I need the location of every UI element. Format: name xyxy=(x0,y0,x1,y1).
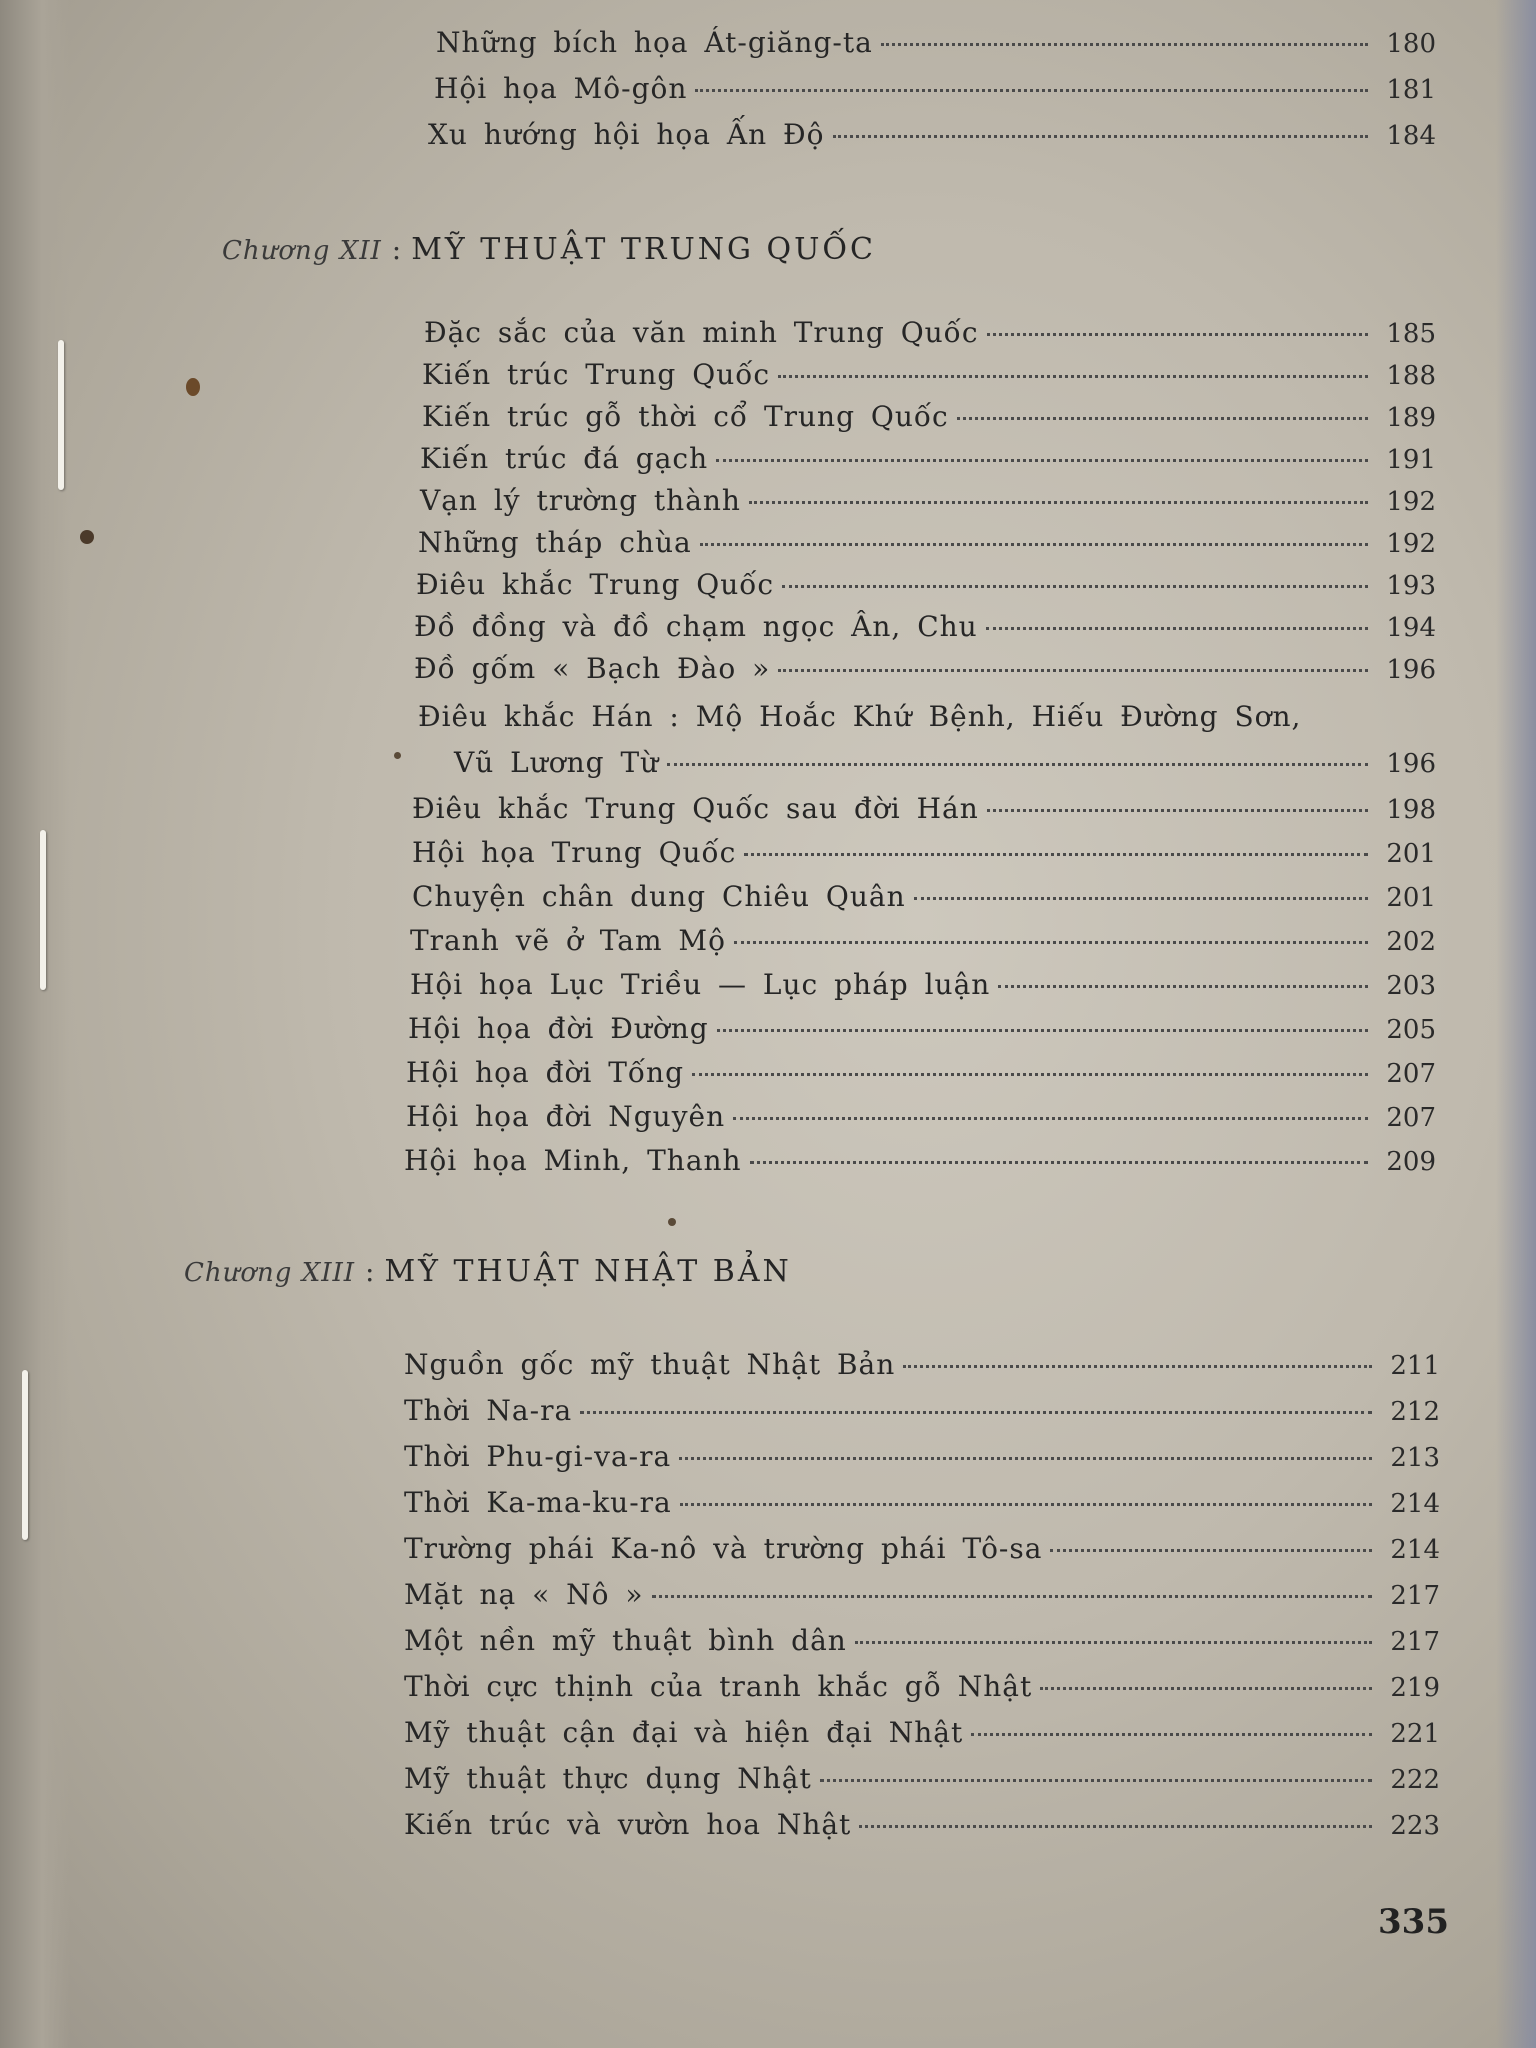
entry-title: Những bích họa Át-giăng-ta xyxy=(436,26,873,59)
entry-page-number: 196 xyxy=(1386,655,1436,685)
toc-entry xyxy=(422,400,1436,440)
entry-page-number: 214 xyxy=(1390,1489,1440,1519)
toc-entry xyxy=(420,442,1436,482)
toc-entry xyxy=(418,526,1436,566)
toc-entry xyxy=(404,1532,1440,1572)
entry-title: Hội họa đời Nguyên xyxy=(406,1100,726,1133)
leader-dots xyxy=(782,585,1368,588)
leader-dots xyxy=(957,417,1368,420)
entry-page-number: 196 xyxy=(1386,749,1436,779)
toc-entry xyxy=(404,1144,1436,1184)
entry-page-number: 207 xyxy=(1386,1103,1436,1133)
leader-dots xyxy=(1050,1549,1372,1552)
leader-dots xyxy=(692,1073,1368,1076)
entry-page-number: 212 xyxy=(1390,1397,1440,1427)
toc-entry xyxy=(404,1578,1440,1618)
leader-dots xyxy=(700,543,1368,546)
entry-title: Thời cực thịnh của tranh khắc gỗ Nhật xyxy=(404,1670,1033,1703)
leader-dots xyxy=(716,459,1368,462)
entry-page-number: 207 xyxy=(1386,1059,1436,1089)
entry-page-number: 181 xyxy=(1386,75,1436,105)
leader-dots xyxy=(695,89,1368,92)
entry-title: Thời Ka-ma-ku-ra xyxy=(404,1486,672,1519)
chapter-separator: : xyxy=(365,1255,375,1288)
entry-page-number: 180 xyxy=(1386,29,1436,59)
entry-page-number: 192 xyxy=(1386,487,1436,517)
entry-title-continuation: Vũ Lương Từ xyxy=(454,746,660,779)
entry-page-number: 201 xyxy=(1386,839,1436,869)
toc-entry xyxy=(404,1440,1440,1480)
entry-title: Điêu khắc Hán : Mộ Hoắc Khứ Bệnh, Hiếu Đường Sơn, xyxy=(418,700,1302,733)
toc-entry xyxy=(404,1624,1440,1664)
leader-dots xyxy=(859,1825,1372,1828)
leader-dots xyxy=(778,669,1368,672)
entry-title: Nguồn gốc mỹ thuật Nhật Bản xyxy=(404,1348,896,1381)
entry-page-number: 213 xyxy=(1390,1443,1440,1473)
toc-entry xyxy=(414,652,1436,692)
toc-entry xyxy=(404,1670,1440,1710)
toc-entry xyxy=(404,1716,1440,1756)
entry-title: Điêu khắc Trung Quốc sau đời Hán xyxy=(412,792,979,825)
leader-dots xyxy=(652,1595,1372,1598)
entry-page-number: 198 xyxy=(1386,795,1436,825)
entry-title: Đồ đồng và đồ chạm ngọc Ân, Chu xyxy=(414,610,978,643)
entry-title: Hội họa Mô-gôn xyxy=(434,72,688,105)
entry-page-number: 184 xyxy=(1386,121,1436,151)
toc-entry xyxy=(424,316,1436,356)
leader-dots xyxy=(744,853,1368,856)
leader-dots xyxy=(733,1117,1368,1120)
leader-dots xyxy=(680,1503,1372,1506)
entry-title: Hội họa đời Đường xyxy=(408,1012,709,1045)
toc-entry xyxy=(420,484,1436,524)
leader-dots xyxy=(903,1365,1372,1368)
toc-entry xyxy=(406,1100,1436,1140)
toc-entry xyxy=(406,1056,1436,1096)
leader-dots xyxy=(987,809,1368,812)
chapter-separator: : xyxy=(391,233,402,266)
toc-entry-continuation xyxy=(454,746,1436,786)
entry-title: Tranh vẽ ở Tam Mộ xyxy=(410,924,726,957)
entry-page-number: 217 xyxy=(1390,1627,1440,1657)
entry-page-number: 222 xyxy=(1390,1765,1440,1795)
entry-title: Đặc sắc của văn minh Trung Quốc xyxy=(424,316,979,349)
entry-title: Hội họa Minh, Thanh xyxy=(404,1144,742,1177)
toc-entry xyxy=(404,1348,1440,1388)
entry-page-number: 194 xyxy=(1386,613,1436,643)
leader-dots xyxy=(855,1641,1372,1644)
entry-title: Mỹ thuật thực dụng Nhật xyxy=(404,1762,812,1795)
leader-dots xyxy=(833,135,1369,138)
chapter-title: MỸ THUẬT NHẬT BẢN xyxy=(384,1254,792,1289)
toc-entry xyxy=(408,1012,1436,1052)
toc-entry xyxy=(416,568,1436,608)
toc-entry xyxy=(404,1486,1440,1526)
leader-dots xyxy=(734,941,1368,944)
toc-entry xyxy=(410,924,1436,964)
toc-entry xyxy=(404,1762,1440,1802)
entry-page-number: 193 xyxy=(1386,571,1436,601)
entry-title: Xu hướng hội họa Ấn Độ xyxy=(428,118,825,151)
entry-title: Kiến trúc gỗ thời cổ Trung Quốc xyxy=(422,400,949,433)
leader-dots xyxy=(580,1411,1372,1414)
entry-page-number: 214 xyxy=(1390,1535,1440,1565)
entry-title: Kiến trúc và vườn hoa Nhật xyxy=(404,1808,852,1841)
toc-entry xyxy=(412,880,1436,920)
chapter-title: MỸ THUẬT TRUNG QUỐC xyxy=(411,232,876,267)
chapter-label: Chương XIII xyxy=(184,1258,356,1288)
leader-dots xyxy=(778,375,1368,378)
entry-title: Chuyện chân dung Chiêu Quân xyxy=(412,880,906,913)
entry-page-number: 209 xyxy=(1386,1147,1436,1177)
toc-entry xyxy=(412,792,1436,832)
entry-title: Điêu khắc Trung Quốc xyxy=(416,568,775,601)
chapter-label: Chương XII xyxy=(222,236,382,266)
entry-page-number: 221 xyxy=(1390,1719,1440,1749)
entry-page-number: 205 xyxy=(1386,1015,1436,1045)
entry-page-number: 192 xyxy=(1386,529,1436,559)
leader-dots xyxy=(987,333,1369,336)
entry-page-number: 202 xyxy=(1386,927,1436,957)
entry-title: Vạn lý trường thành xyxy=(420,484,741,517)
entry-title: Đồ gốm « Bạch Đào » xyxy=(414,652,771,685)
entry-title: Thời Na-ra xyxy=(404,1394,573,1427)
entry-title: Hội họa Lục Triều — Lục pháp luận xyxy=(410,968,991,1001)
entry-page-number: 201 xyxy=(1386,883,1436,913)
entry-page-number: 191 xyxy=(1386,445,1436,475)
chapter-heading xyxy=(222,232,876,267)
entry-title: Hội họa đời Tống xyxy=(406,1056,685,1089)
toc-entry xyxy=(428,118,1436,158)
toc-entry xyxy=(422,358,1436,398)
toc-entry xyxy=(436,26,1436,66)
entry-page-number: 217 xyxy=(1390,1581,1440,1611)
leader-dots xyxy=(998,985,1368,988)
leader-dots xyxy=(667,763,1368,766)
entry-title: Mỹ thuật cận đại và hiện đại Nhật xyxy=(404,1716,964,1749)
leader-dots xyxy=(986,627,1368,630)
entry-title: Một nền mỹ thuật bình dân xyxy=(404,1624,847,1657)
entry-title: Kiến trúc Trung Quốc xyxy=(422,358,771,391)
entry-title: Hội họa Trung Quốc xyxy=(412,836,737,869)
toc-entry xyxy=(434,72,1436,112)
leader-dots xyxy=(971,1733,1372,1736)
entry-page-number: 189 xyxy=(1386,403,1436,433)
chapter-heading xyxy=(184,1254,792,1289)
toc-entry xyxy=(412,836,1436,876)
entry-title: Mặt nạ « Nô » xyxy=(404,1578,644,1611)
page-number: 335 xyxy=(1378,1902,1449,1942)
entry-title: Kiến trúc đá gạch xyxy=(420,442,709,475)
toc-entry xyxy=(410,968,1436,1008)
entry-page-number: 211 xyxy=(1390,1351,1440,1381)
entry-title: Trường phái Ka-nô và trường phái Tô-sa xyxy=(404,1532,1043,1565)
leader-dots xyxy=(717,1029,1368,1032)
entry-page-number: 203 xyxy=(1386,971,1436,1001)
leader-dots xyxy=(914,897,1368,900)
leader-dots xyxy=(750,1161,1368,1164)
entry-page-number: 223 xyxy=(1390,1811,1440,1841)
leader-dots xyxy=(679,1457,1372,1460)
leader-dots xyxy=(1040,1687,1372,1690)
entry-title: Thời Phu-gi-va-ra xyxy=(404,1440,672,1473)
toc-entry xyxy=(404,1808,1440,1848)
toc-entry xyxy=(404,1394,1440,1434)
entry-page-number: 185 xyxy=(1386,319,1436,349)
toc-entry xyxy=(414,610,1436,650)
entry-page-number: 188 xyxy=(1386,361,1436,391)
leader-dots xyxy=(881,43,1368,46)
leader-dots xyxy=(749,501,1368,504)
entry-title: Những tháp chùa xyxy=(418,526,692,559)
leader-dots xyxy=(820,1779,1372,1782)
entry-page-number: 219 xyxy=(1390,1673,1440,1703)
toc-entry xyxy=(418,700,1436,740)
